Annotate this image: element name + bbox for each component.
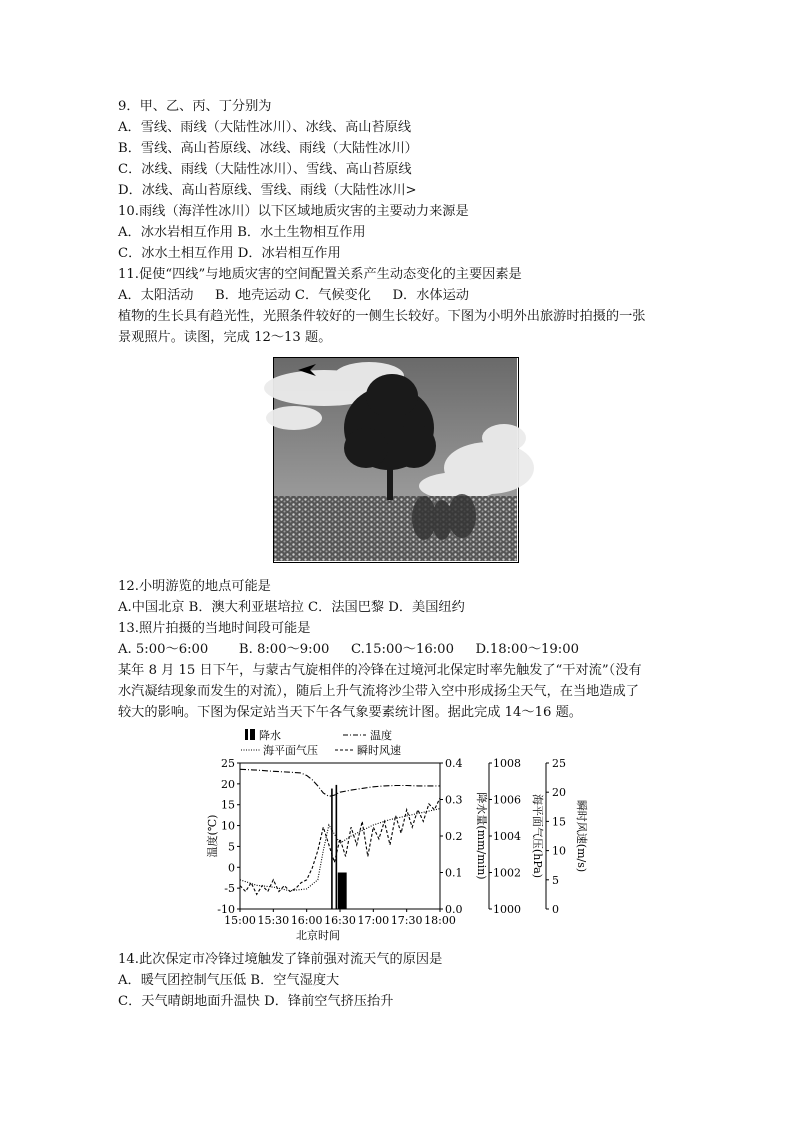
q14-stem: 14.此次保定市冷锋过境触发了锋前强对流天气的原因是: [118, 952, 443, 967]
legend-pressure: 海平面气压: [263, 744, 318, 757]
temp-tick-label: -10: [217, 903, 235, 916]
legend-wind: 瞬时风速: [357, 744, 401, 757]
temp-line: [240, 769, 440, 796]
x-tick-label: 15:00: [224, 914, 256, 927]
x-tick-label: 17:30: [390, 914, 423, 927]
pressure-tick-label: 1004: [493, 830, 521, 843]
legend: [241, 728, 401, 757]
temp-tick-label: 10: [221, 819, 235, 833]
q10-options-cd: C．冰水土相互作用 D．冰岩相互作用: [118, 246, 341, 261]
q12-stem: 12.小明游览的地点可能是: [118, 579, 271, 594]
precip-spike: [331, 789, 333, 909]
pressure-tick-label: 1002: [493, 866, 521, 880]
precip-spike: [336, 785, 338, 909]
q10-options-ab: A．冰水岩相互作用 B．水土生物相互作用: [118, 225, 366, 240]
x-tick-label: 17:00: [357, 914, 390, 927]
precip-tick-label: 0.2: [445, 830, 463, 843]
weather-chart: [208, 726, 608, 946]
landscape-photo: [273, 357, 519, 563]
temp-tick-label: 5: [228, 840, 235, 854]
q14-options-ab: A．暖气团控制气压低 B．空气湿度大: [118, 973, 340, 988]
precip-axis-label: 降水量(mm/min): [475, 792, 488, 880]
precip-tick-label: 0.4: [445, 757, 463, 770]
temp-tick-label: 20: [221, 777, 235, 791]
temp-tick-label: 15: [221, 798, 235, 812]
intro-12-line2: 景观照片。读图，完成 12～13 题。: [118, 330, 332, 345]
q9-option-a: A．雪线、雨线（大陆性冰川）、冰线、高山苔原线: [118, 120, 412, 135]
wind-tick-label: 20: [552, 786, 566, 800]
x-tick-label: 18:00: [424, 914, 456, 927]
temp-tick-label: 0: [228, 861, 235, 875]
intro-14-line1: 某年 8 月 15 日下午，与蒙古气旋相伴的冷锋在过境河北保定时率先触发了“干对流”（没有: [118, 663, 642, 678]
precip-tick-label: 0.1: [445, 866, 463, 880]
legend-precip-swatch-2: [250, 729, 255, 740]
intro-14-line2: 水汽凝结现象而发生的对流），随后上升气流将沙尘带入空中形成扬尘天气，在当地造成了: [118, 684, 639, 699]
temp-tick-label: -5: [224, 882, 235, 896]
pressure-tick-label: 1008: [493, 757, 521, 770]
q9-stem: 9．甲、乙、丙、丁分别为: [118, 99, 272, 114]
x-tick-label: 16:30: [324, 914, 356, 927]
precip-tick-label: 0.0: [445, 903, 463, 916]
q9-option-c: C．冰线、雨线（大陆性冰川）、雪线、高山苔原线: [118, 162, 412, 177]
q9-option-b: B．雪线、高山苔原线、冰线、雨线（大陆性冰川）: [118, 141, 418, 156]
x-tick-label: 15:30: [257, 914, 290, 927]
intro-14-line3: 较大的影响。下图为保定站当天下午各气象要素统计图。据此完成 14～16 题。: [118, 705, 582, 720]
wind-tick-label: 10: [552, 844, 566, 858]
intro-12-line1: 植物的生长具有趋光性，光照条件较好的一侧生长较好。下图为小明外出旅游时拍摄的一张: [118, 309, 646, 324]
q13-options: A. 5:00～6:00 B. 8:00～9:00 C.15:00～16:00 D.18:00～19:00: [118, 642, 580, 657]
pressure-axis-label: 海平面气压(hPa): [531, 793, 544, 879]
wind-tick-label: 25: [552, 757, 566, 770]
temp-tick-label: 25: [221, 757, 235, 770]
q9-option-d: D．冰线、高山苔原线、雪线、雨线（大陆性冰川>: [118, 183, 417, 198]
x-axis-label: 北京时间: [296, 929, 340, 942]
q14-options-cd: C．天气晴朗地面升温快 D．锋前空气挤压抬升: [118, 994, 394, 1009]
legend-precip-swatch: [245, 729, 248, 740]
wind-axis-label: 瞬时风速(m/s): [575, 799, 588, 873]
wind-tick-label: 15: [552, 815, 566, 829]
precip-bar: [338, 873, 347, 910]
x-tick-label: 16:00: [290, 914, 323, 927]
precip-tick-label: 0.3: [445, 793, 463, 807]
q10-stem: 10.雨线（海洋性冰川）以下区域地质灾害的主要动力来源是: [118, 204, 469, 219]
legend-temp: 温度: [370, 729, 392, 742]
temp-axis-label: 温度(℃): [206, 814, 219, 858]
q13-stem: 13.照片拍摄的当地时间段可能是: [118, 621, 311, 636]
pressure-tick-label: 1000: [493, 903, 521, 916]
wind-tick-label: 5: [552, 873, 559, 887]
q11-options: A．太阳活动 B．地壳运动 C．气候变化 D．水体运动: [118, 288, 469, 303]
wind-tick-label: 0: [552, 903, 559, 916]
legend-precip: 降水: [259, 729, 281, 742]
q11-stem: 11.促使“四线”与地质灾害的空间配置关系产生动态变化的主要因素是: [118, 267, 522, 282]
pressure-tick-label: 1006: [493, 793, 521, 807]
q12-options: A.中国北京 B．澳大利亚堪培拉 C．法国巴黎 D．美国纽约: [118, 600, 465, 615]
